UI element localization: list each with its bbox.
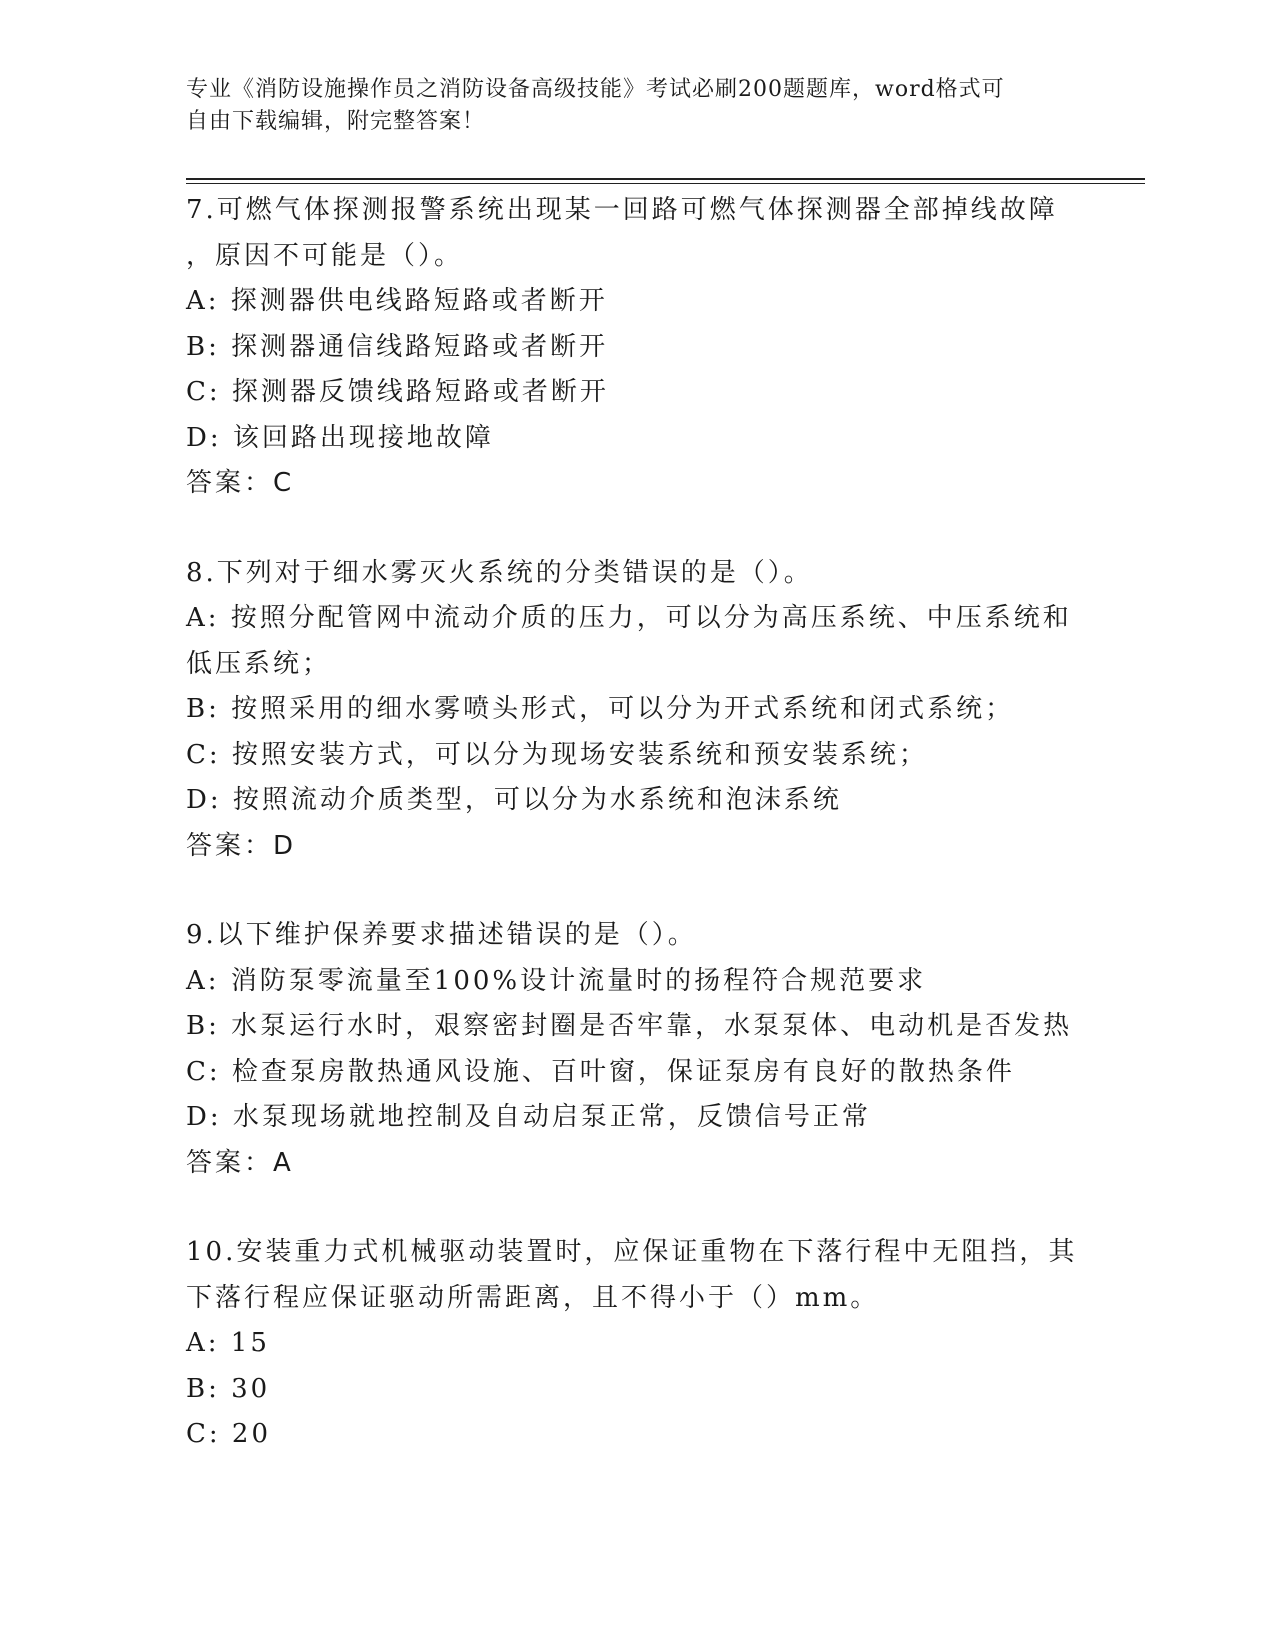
question-8 (186, 551, 1086, 870)
option-c: C: 探测器反馈线路短路或者断开 (186, 377, 609, 407)
question-7 (186, 188, 1086, 507)
question-stem-line: ，原因不可能是（）。 (186, 240, 464, 271)
answer-line: 答案：D (186, 830, 297, 861)
option-b: B: 水泵运行水时，艰察密封圈是否牢靠，水泵泵体、电动机是否发热 (186, 1011, 1073, 1041)
option-a-continued: 低压系统； (186, 648, 332, 679)
option-a: A: 消防泵零流量至100%设计流量时的扬程符合规范要求 (186, 965, 927, 996)
option-d: D: 该回路出现接地故障 (186, 422, 494, 453)
header-line-2: 自由下载编辑，附完整答案！ (186, 109, 486, 134)
question-9 (186, 913, 1086, 1186)
question-stem-line: 下落行程应保证驱动所需距离，且不得小于（）mm。 (186, 1282, 880, 1313)
header-line-1: 专业《消防设施操作员之消防设备高级技能》考试必刷200题题库，word格式可 (186, 77, 1005, 102)
option-d: D: 按照流动介质类型，可以分为水系统和泡沫系统 (186, 785, 842, 815)
question-stem-line: 9.以下维护保养要求描述错误的是（）。 (186, 920, 697, 950)
option-c: C: 按照安装方式，可以分为现场安装系统和预安装系统； (186, 739, 928, 770)
option-a: A: 按照分配管网中流动介质的压力，可以分为高压系统、中压系统和 (186, 603, 1072, 633)
header-divider-thin (186, 183, 1145, 184)
option-b: B: 按照采用的细水雾喷头形式，可以分为开式系统和闭式系统； (186, 694, 1015, 724)
option-c: C: 20 (186, 1419, 272, 1449)
document-header (186, 74, 1066, 138)
answer-line: 答案：C (186, 468, 295, 498)
question-list (186, 188, 1086, 1502)
option-b: B: 30 (186, 1373, 271, 1404)
option-d: D: 水泵现场就地控制及自动启泵正常，反馈信号正常 (186, 1102, 871, 1132)
question-stem-line: 8.下列对于细水雾灭火系统的分类错误的是（）。 (186, 557, 813, 588)
option-a: A: 15 (186, 1328, 270, 1358)
question-stem-line: 10.安装重力式机械驱动装置时，应保证重物在下落行程中无阻挡，其 (186, 1237, 1078, 1267)
option-a: A: 探测器供电线路短路或者断开 (186, 286, 608, 316)
option-b: B: 探测器通信线路短路或者断开 (186, 331, 609, 362)
option-c: C: 检查泵房散热通风设施、百叶窗，保证泵房有良好的散热条件 (186, 1056, 1015, 1087)
header-divider-thick (186, 178, 1145, 180)
question-stem-line: 7.可燃气体探测报警系统出现某一回路可燃气体探测器全部掉线故障 (186, 195, 1058, 225)
answer-line: 答案：A (186, 1147, 294, 1178)
question-10 (186, 1230, 1086, 1458)
